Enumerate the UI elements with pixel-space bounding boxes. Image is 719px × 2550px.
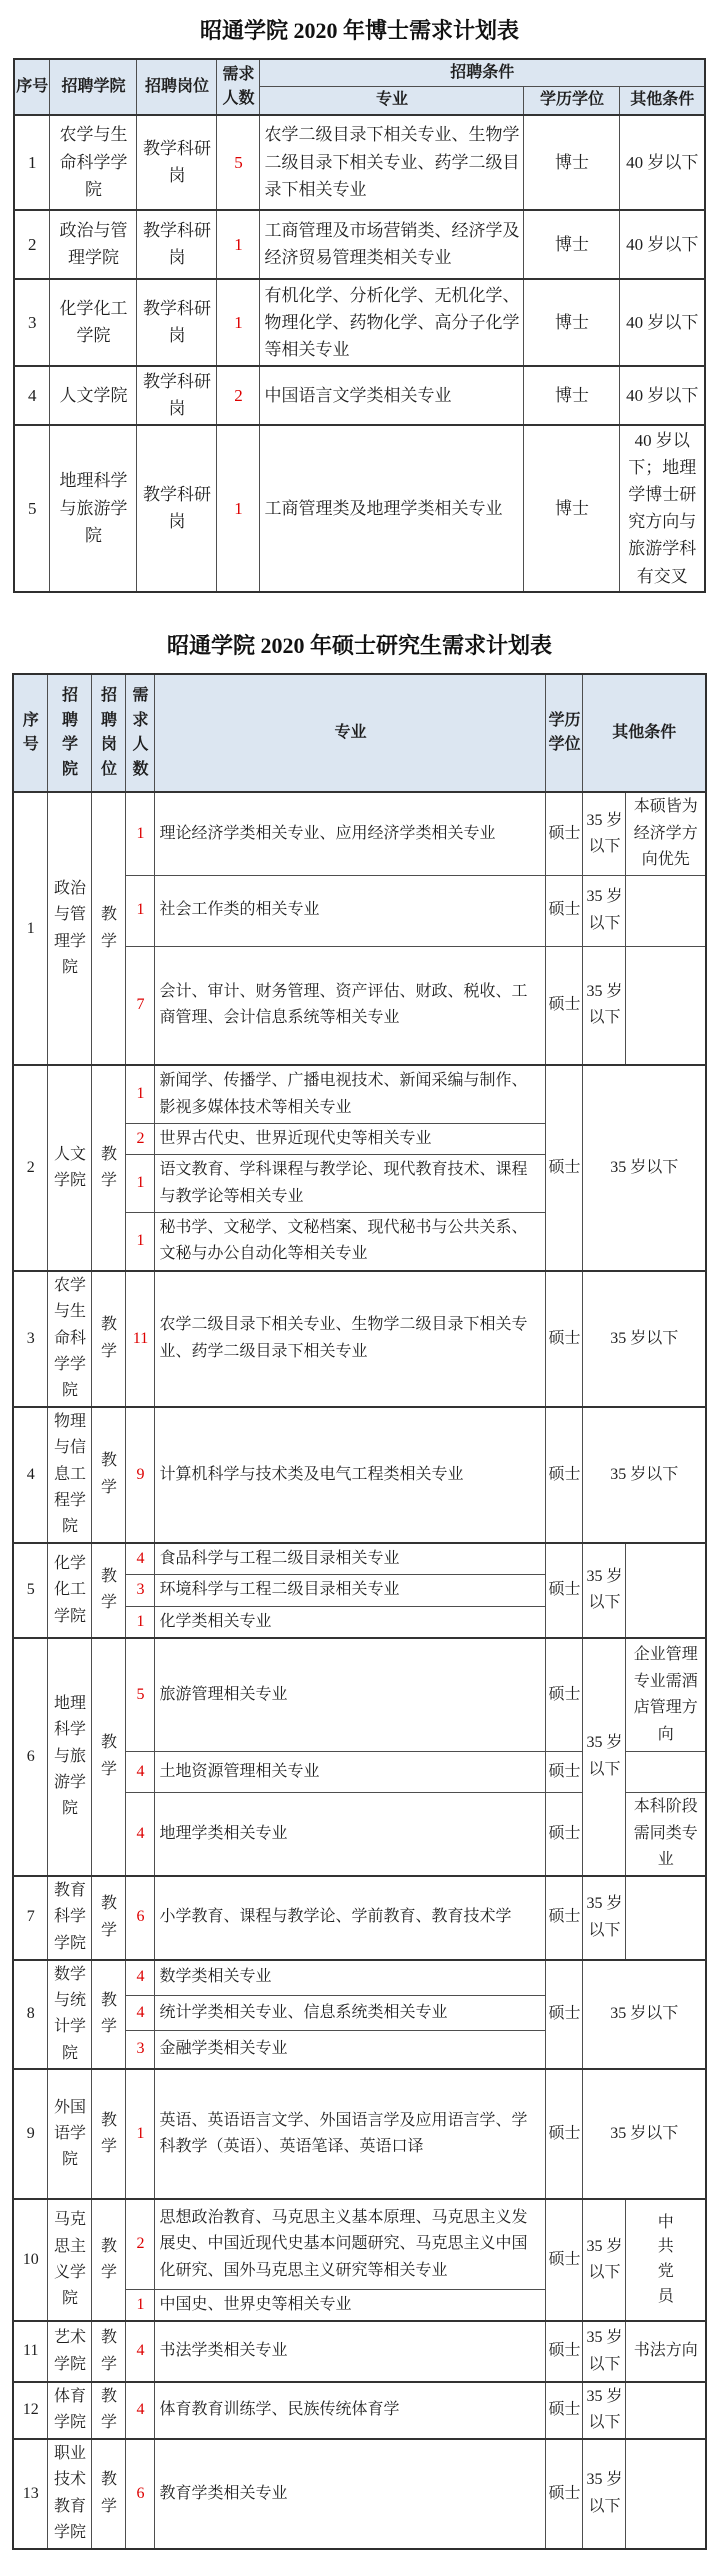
age-cell: 35 岁以下 <box>583 1271 706 1407</box>
major-cell: 旅游管理相关专业 <box>155 1638 546 1752</box>
post-cell: 教学科研岗 <box>137 115 217 210</box>
post-cell: 教学 <box>92 2069 126 2199</box>
count-cell: 4 <box>126 1752 155 1793</box>
t2-header-count <box>126 674 155 792</box>
count-cell: 6 <box>126 1876 155 1960</box>
college-cell: 地理科学与旅游学院 <box>48 1638 92 1876</box>
t2-header-major: 专业 <box>155 674 546 792</box>
master-row-8-1 <box>13 1960 706 1996</box>
major-cell: 农学二级目录下相关专业、生物学二级目录下相关专业、药学二级目录下相关专业 <box>260 115 524 210</box>
major-cell: 有机化学、分析化学、无机化学、物理化学、药物化学、高分子化学等相关专业 <box>260 279 524 367</box>
t2-header-seq: 序号 <box>13 674 48 792</box>
college-cell: 体育学院 <box>48 2382 92 2439</box>
degree-cell: 硕士 <box>546 1065 583 1271</box>
age-cell: 35 岁以下 <box>583 875 626 946</box>
t2-header-count-text: 需求人数 <box>132 686 149 779</box>
count-cell: 1 <box>126 2069 155 2199</box>
doctoral-row-4 <box>14 366 705 424</box>
post-cell: 教学 <box>92 1407 126 1543</box>
college-cell: 化学化工学院 <box>50 279 137 367</box>
college-cell: 物理与信息工程学院 <box>48 1407 92 1543</box>
major-cell: 语文教育、学科课程与教学论、现代教育技术、课程与教学论等相关专业 <box>155 1155 546 1213</box>
note-cell <box>626 875 706 946</box>
degree-cell: 硕士 <box>546 1271 583 1407</box>
t2-header-degree: 学历学位 <box>546 674 583 792</box>
college-cell: 人文学院 <box>50 366 137 424</box>
major-cell: 环境科学与工程二级目录相关专业 <box>155 1575 546 1606</box>
count-cell: 1 <box>126 1155 155 1213</box>
post-cell: 教学 <box>92 1960 126 2070</box>
count-cell: 5 <box>126 1638 155 1752</box>
master-table-header <box>13 674 706 792</box>
seq-cell: 6 <box>13 1638 48 1876</box>
degree-cell: 硕士 <box>546 1543 583 1638</box>
major-cell: 社会工作类的相关专业 <box>155 875 546 946</box>
count-cell: 2 <box>126 2199 155 2289</box>
note-cell <box>626 1543 706 1638</box>
count-cell: 4 <box>126 1960 155 1996</box>
count-cell: 1 <box>126 1065 155 1123</box>
master-row-1-1 <box>13 792 706 875</box>
seq-cell: 1 <box>14 115 50 210</box>
note-cell <box>626 2199 706 2321</box>
degree-cell: 博士 <box>524 210 620 279</box>
major-cell: 化学类相关专业 <box>155 1606 546 1638</box>
degree-cell: 博士 <box>524 366 620 424</box>
seq-cell: 7 <box>13 1876 48 1960</box>
college-cell: 农学与生命科学学院 <box>48 1271 92 1407</box>
t1-header-other: 其他条件 <box>620 87 705 115</box>
seq-cell: 10 <box>13 2199 48 2321</box>
degree-cell: 博士 <box>524 279 620 367</box>
college-cell: 教育科学学院 <box>48 1876 92 1960</box>
count-cell: 3 <box>126 1575 155 1606</box>
college-cell: 职业技术教育学院 <box>48 2439 92 2549</box>
major-cell: 中国史、世界史等相关专业 <box>155 2289 546 2321</box>
post-cell: 教学科研岗 <box>137 366 217 424</box>
master-row-11-1 <box>13 2321 706 2382</box>
t2-header-post <box>92 674 126 792</box>
degree-cell: 硕士 <box>546 2069 583 2199</box>
major-cell: 会计、审计、财务管理、资产评估、财政、税收、工商管理、会计信息系统等相关专业 <box>155 946 546 1065</box>
major-cell: 统计学类相关专业、信息系统类相关专业 <box>155 1995 546 2031</box>
major-cell: 思想政治教育、马克思主义基本原理、马克思主义发展史、中国近现代史基本问题研究、马克思主义中国化研究、国外马克思主义研究等相关专业 <box>155 2199 546 2289</box>
master-row-13-1 <box>13 2439 706 2549</box>
age-cell: 35 岁以下 <box>583 2382 626 2439</box>
major-cell: 教育学类相关专业 <box>155 2439 546 2549</box>
age-cell: 35 岁以下 <box>583 1876 626 1960</box>
count-cell: 4 <box>126 2321 155 2382</box>
t1-header-major: 专业 <box>260 87 524 115</box>
master-row-12-1 <box>13 2382 706 2439</box>
age-cell: 35 岁以下 <box>583 1638 626 1876</box>
count-cell: 4 <box>126 1995 155 2031</box>
note-cell <box>626 1876 706 1960</box>
seq-cell: 3 <box>13 1271 48 1407</box>
college-cell: 数学与统计学院 <box>48 1960 92 2070</box>
age-cell: 35 岁以下 <box>583 2069 706 2199</box>
post-cell: 教学 <box>92 792 126 1065</box>
count-cell: 3 <box>126 2031 155 2070</box>
major-cell: 新闻学、传播学、广播电视技术、新闻采编与制作、影视多媒体技术等相关专业 <box>155 1065 546 1123</box>
t1-header-degree: 学历学位 <box>524 87 620 115</box>
note-cell <box>626 1752 706 1793</box>
t1-header-seq: 序号 <box>14 59 50 115</box>
note-cell <box>626 946 706 1065</box>
count-cell: 1 <box>126 1213 155 1271</box>
master-table-title: 昭通学院 2020 年硕士研究生需求计划表 <box>166 632 552 658</box>
doctoral-row-1 <box>14 115 705 210</box>
seq-cell: 5 <box>14 425 50 592</box>
master-table <box>12 673 707 2549</box>
doctoral-row-5 <box>14 425 705 592</box>
major-cell: 中国语言文学类相关专业 <box>260 366 524 424</box>
note-cell: 书法方向 <box>626 2321 706 2382</box>
t1-header-post: 招聘岗位 <box>137 59 217 115</box>
post-cell: 教学 <box>92 1065 126 1271</box>
master-row-2-1 <box>13 1065 706 1123</box>
other-cell: 40 岁以下；地理学博士研究方向与旅游学科有交叉 <box>620 425 705 592</box>
seq-cell: 9 <box>13 2069 48 2199</box>
age-cell: 35 岁以下 <box>583 2439 626 2549</box>
count-cell: 1 <box>126 1606 155 1638</box>
t2-header-college <box>48 674 92 792</box>
count-cell: 6 <box>126 2439 155 2549</box>
major-cell: 金融学类相关专业 <box>155 2031 546 2070</box>
doctoral-row-2 <box>14 210 705 279</box>
seq-cell: 8 <box>13 1960 48 2070</box>
doctoral-table-header <box>14 59 705 115</box>
degree-cell: 硕士 <box>546 1752 583 1793</box>
seq-cell: 2 <box>13 1065 48 1271</box>
t1-header-count: 需求人数 <box>217 59 260 115</box>
count-cell: 1 <box>126 792 155 875</box>
doctoral-section <box>0 58 719 593</box>
t2-header-post-text: 招聘岗位 <box>100 686 117 779</box>
post-cell: 教学 <box>92 2439 126 2549</box>
master-row-3-1 <box>13 1271 706 1407</box>
count-cell: 5 <box>217 115 260 210</box>
degree-cell: 硕士 <box>546 875 583 946</box>
seq-cell: 3 <box>14 279 50 367</box>
post-cell: 教学科研岗 <box>137 425 217 592</box>
major-cell: 工商管理类及地理学类相关专业 <box>260 425 524 592</box>
note-cell <box>626 2382 706 2439</box>
master-row-4-1 <box>13 1407 706 1543</box>
master-table-body <box>13 792 706 2548</box>
major-cell: 计算机科学与技术类及电气工程类相关专业 <box>155 1407 546 1543</box>
count-cell: 11 <box>126 1271 155 1407</box>
degree-cell: 硕士 <box>546 1960 583 2070</box>
seq-cell: 5 <box>13 1543 48 1638</box>
college-cell: 政治与管理学院 <box>50 210 137 279</box>
college-cell: 艺术学院 <box>48 2321 92 2382</box>
master-row-7-1 <box>13 1876 706 1960</box>
major-cell: 地理学类相关专业 <box>155 1793 546 1876</box>
count-cell: 1 <box>126 2289 155 2321</box>
doctoral-row-3 <box>14 279 705 367</box>
major-cell: 食品科学与工程二级目录相关专业 <box>155 1543 546 1575</box>
master-row-6-1 <box>13 1638 706 1752</box>
age-cell: 35 岁以下 <box>583 792 626 875</box>
doctoral-table-body <box>14 115 705 592</box>
degree-cell: 硕士 <box>546 2199 583 2321</box>
college-cell: 人文学院 <box>48 1065 92 1271</box>
degree-cell: 硕士 <box>546 1876 583 1960</box>
degree-cell: 硕士 <box>546 792 583 875</box>
degree-cell: 博士 <box>524 115 620 210</box>
college-cell: 外国语学院 <box>48 2069 92 2199</box>
post-cell: 教学 <box>92 2199 126 2321</box>
major-cell: 理论经济学类相关专业、应用经济学类相关专业 <box>155 792 546 875</box>
other-cell: 40 岁以下 <box>620 210 705 279</box>
count-cell: 2 <box>217 366 260 424</box>
seq-cell: 12 <box>13 2382 48 2439</box>
doctoral-table-title: 昭通学院 2020 年博士需求计划表 <box>199 18 519 43</box>
other-cell: 40 岁以下 <box>620 366 705 424</box>
seq-cell: 13 <box>13 2439 48 2549</box>
count-cell: 4 <box>126 1793 155 1876</box>
t1-header-college: 招聘学院 <box>50 59 137 115</box>
degree-cell: 硕士 <box>546 2439 583 2549</box>
seq-cell: 2 <box>14 210 50 279</box>
age-cell: 35 岁以下 <box>583 946 626 1065</box>
other-cell: 40 岁以下 <box>620 279 705 367</box>
post-cell: 教学科研岗 <box>137 279 217 367</box>
major-cell: 工商管理及市场营销类、经济学及经济贸易管理类相关专业 <box>260 210 524 279</box>
college-cell: 马克思主义学院 <box>48 2199 92 2321</box>
count-cell: 4 <box>126 2382 155 2439</box>
age-cell: 35 岁以下 <box>583 2321 626 2382</box>
count-cell: 1 <box>217 279 260 367</box>
note-cell-text: 中共党员 <box>657 2213 674 2305</box>
age-cell: 35 岁以下 <box>583 1960 706 2070</box>
seq-cell: 1 <box>13 792 48 1065</box>
degree-cell: 硕士 <box>546 1638 583 1752</box>
note-cell: 本硕皆为经济学方向优先 <box>626 792 706 875</box>
master-row-9-1 <box>13 2069 706 2199</box>
degree-cell: 硕士 <box>546 2321 583 2382</box>
age-cell: 35 岁以下 <box>583 1543 626 1638</box>
note-cell: 企业管理专业需酒店管理方向 <box>626 1638 706 1752</box>
t1-header-conditions: 招聘条件 <box>260 59 705 87</box>
count-cell: 9 <box>126 1407 155 1543</box>
other-cell: 40 岁以下 <box>620 115 705 210</box>
major-cell: 体育教育训练学、民族传统体育学 <box>155 2382 546 2439</box>
major-cell: 英语、英语语言文学、外国语言学及应用语言学、学科教学（英语）、英语笔译、英语口译 <box>155 2069 546 2199</box>
major-cell: 土地资源管理相关专业 <box>155 1752 546 1793</box>
post-cell: 教学 <box>92 1543 126 1638</box>
master-row-5-1 <box>13 1543 706 1575</box>
t2-header-college-text: 招聘学院 <box>61 686 78 779</box>
college-cell: 政治与管理学院 <box>48 792 92 1065</box>
post-cell: 教学 <box>92 1271 126 1407</box>
major-cell: 秘书学、文秘学、文秘档案、现代秘书与公共关系、文秘与办公自动化等相关专业 <box>155 1213 546 1271</box>
college-cell: 化学化工学院 <box>48 1543 92 1638</box>
post-cell: 教学科研岗 <box>137 210 217 279</box>
college-cell: 地理科学与旅游学院 <box>50 425 137 592</box>
degree-cell: 硕士 <box>546 946 583 1065</box>
seq-cell: 4 <box>13 1407 48 1543</box>
age-cell: 35 岁以下 <box>583 2199 626 2321</box>
note-cell <box>626 2439 706 2549</box>
degree-cell: 硕士 <box>546 1407 583 1543</box>
degree-cell: 博士 <box>524 425 620 592</box>
post-cell: 教学 <box>92 1876 126 1960</box>
age-cell: 35 岁以下 <box>583 1407 706 1543</box>
count-cell: 7 <box>126 946 155 1065</box>
post-cell: 教学 <box>92 1638 126 1876</box>
count-cell: 2 <box>126 1123 155 1154</box>
major-cell: 小学教育、课程与教学论、学前教育、教育技术学 <box>155 1876 546 1960</box>
master-section <box>0 673 719 2549</box>
major-cell: 书法学类相关专业 <box>155 2321 546 2382</box>
count-cell: 1 <box>126 875 155 946</box>
major-cell: 数学类相关专业 <box>155 1960 546 1996</box>
college-cell: 农学与生命科学学院 <box>50 115 137 210</box>
degree-cell: 硕士 <box>546 2382 583 2439</box>
seq-cell: 11 <box>13 2321 48 2382</box>
age-cell: 35 岁以下 <box>583 1065 706 1271</box>
degree-cell: 硕士 <box>546 1793 583 1876</box>
count-cell: 1 <box>217 210 260 279</box>
master-row-10-1 <box>13 2199 706 2289</box>
major-cell: 农学二级目录下相关专业、生物学二级目录下相关专业、药学二级目录下相关专业 <box>155 1271 546 1407</box>
post-cell: 教学 <box>92 2321 126 2382</box>
major-cell: 世界古代史、世界近现代史等相关专业 <box>155 1123 546 1154</box>
post-cell: 教学 <box>92 2382 126 2439</box>
doctoral-table <box>13 58 706 593</box>
t2-header-other: 其他条件 <box>583 674 706 792</box>
count-cell: 4 <box>126 1543 155 1575</box>
count-cell: 1 <box>217 425 260 592</box>
note-cell: 本科阶段需同类专业 <box>626 1793 706 1876</box>
seq-cell: 4 <box>14 366 50 424</box>
